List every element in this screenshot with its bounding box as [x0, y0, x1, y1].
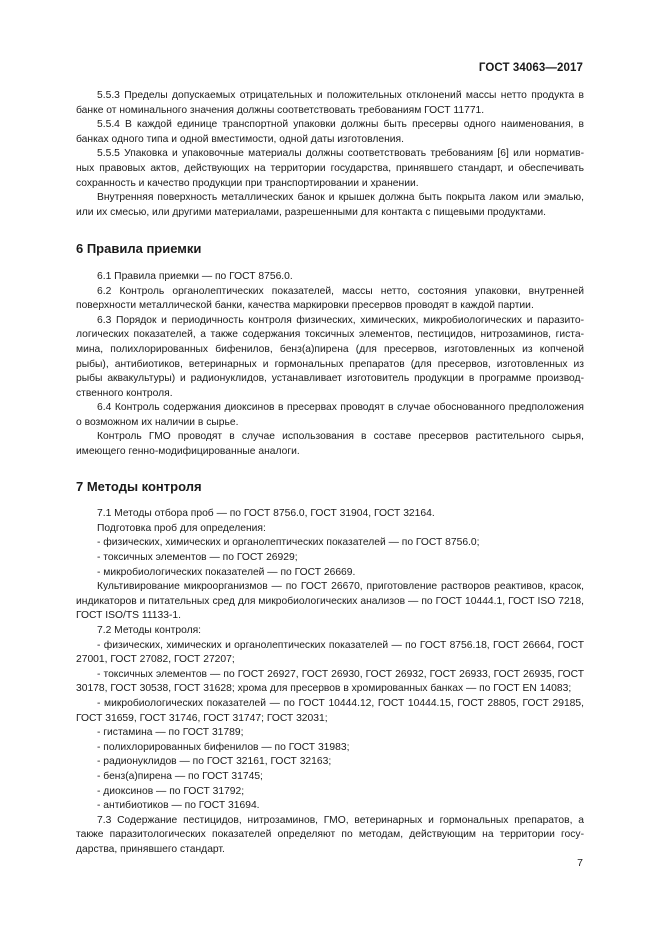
clause-6-4: 6.4 Контроль содержания диоксинов в пресервах проводят в случае обоснованного предположения о возможном их наличии в сырье. — [76, 402, 584, 428]
standard-code-header: ГОСТ 34063—2017 — [478, 62, 583, 74]
clause-5-5-3: 5.5.3 Пределы допускаемых отрицательных и положительных отклонений массы нетто продукта в банке от номинального значения должны соответствовать требованиям ГОСТ 11771. — [76, 90, 584, 116]
clause-5-5-4: 5.5.4 В каждой единице транспортной упаковки должны быть пресервы одного наименования, в банках одного типа и одной вместимости, одной даты изготовления. — [76, 119, 584, 145]
list-item: - полихлорированных бифенилов — по ГОСТ 31983; — [97, 741, 350, 753]
list-item: - гистамина — по ГОСТ 31789; — [97, 727, 244, 739]
clause-7-3: 7.3 Содержание пестицидов, нитрозаминов, ГМО, ветеринарных и гормональных препаратов, а также паразитологических показателей определяют по методам, действующим на территории государства, принявшего стандарт. — [76, 814, 584, 855]
clause-6-1: 6.1 Правила приемки — по ГОСТ 8756.0. — [97, 270, 293, 282]
list-item: - токсичных элементов — по ГОСТ 26927, ГОСТ 26930, ГОСТ 26932, ГОСТ 26933, ГОСТ 26935, ГОСТ 30178, ГОСТ 30538, ГОСТ 31628; хрома для пресервов в хромированных банках — по ГОСТ EN 14083; — [76, 668, 584, 695]
clause-5-5-5: 5.5.5 Упаковка и упаковочные материалы должны соответствовать требованиям [6] или нормативных правовых актов, действующих на территории государства, принявшего стандарт, и обеспечивать сохранность и качество продукции при транспортировании и хранении. — [76, 148, 584, 189]
page-number: 7 — [577, 857, 583, 869]
clause-7-2: 7.2 Методы контроля: — [97, 625, 202, 636]
clause-6-3: 6.3 Порядок и периодичность контроля физических, химических, микробиологических и паразитологических показателей, а также содержания токсичных элементов, пестицидов, нитрозаминов, гистамина, полихлорированных бифенилов, бенз(а)пирена (для пресервов, изготовленных из копченой рыбы), антибиотиков, ветеринарных и гормональных препаратов (для пресервов, изготовленных из рыбы аквакультуры) и радионуклидов, устанавливает изготовитель продукции в программе производственного контроля. — [76, 314, 584, 399]
list-item: - микробиологических показателей — по ГОСТ 10444.12, ГОСТ 10444.15, ГОСТ 28805, ГОСТ 29185, ГОСТ 31659, ГОСТ 31746, ГОСТ 31747; ГОСТ 32031; — [76, 697, 584, 724]
paragraph-gmo-control: Контроль ГМО проводят в случае использования в составе пресервов растительного сырья, имеющего генно-модифицированные аналоги. — [76, 431, 584, 458]
list-item: - микробиологических показателей — по ГОСТ 26669. — [97, 566, 356, 578]
list-item: - токсичных элементов — по ГОСТ 26929; — [97, 552, 298, 564]
section-7-heading: 7 Методы контроля — [76, 478, 202, 494]
clause-7-1: 7.1 Методы отбора проб — по ГОСТ 8756.0, ГОСТ 31904, ГОСТ 32164. — [97, 508, 435, 520]
list-item: - диоксинов — по ГОСТ 31792; — [97, 785, 245, 797]
list-item: - радионуклидов — по ГОСТ 32161, ГОСТ 32163; — [97, 756, 332, 768]
list-item: - физических, химических и органолептических показателей — по ГОСТ 8756.0; — [97, 537, 480, 549]
paragraph-inner-surface: Внутренняя поверхность металлических банок и крышек должна быть покрыта лаком или эмалью, или их смесью, или другими материалами, разрешенными для контакта с пищевыми продуктами. — [76, 192, 584, 218]
list-item: - бенз(а)пирена — по ГОСТ 31745; — [97, 770, 263, 782]
list-item: - антибиотиков — по ГОСТ 31694. — [97, 800, 260, 812]
list-item: - физических, химических и органолептических показателей — по ГОСТ 8756.18, ГОСТ 26664, ГОСТ 27001, ГОСТ 27082, ГОСТ 27207; — [76, 639, 584, 666]
section-6-heading: 6 Правила приемки — [76, 241, 202, 257]
page-content — [76, 89, 584, 858]
paragraph-sample-prep: Подготовка проб для определения: — [97, 522, 266, 534]
clause-6-2: 6.2 Контроль органолептических показателей, массы нетто, состояния упаковки, внутренней поверхности металлической банки, качества маркировки пресервов проводят в каждой партии. — [76, 285, 584, 312]
paragraph-cultivation: Культивирование микроорганизмов — по ГОСТ 26670, приготовление растворов реактивов, красок, индикаторов и питательных сред для микробиологических анализов — по ГОСТ 10444.1, ГОСТ ISO 7218, ГОСТ ISO/TS 11133-1. — [76, 581, 584, 622]
